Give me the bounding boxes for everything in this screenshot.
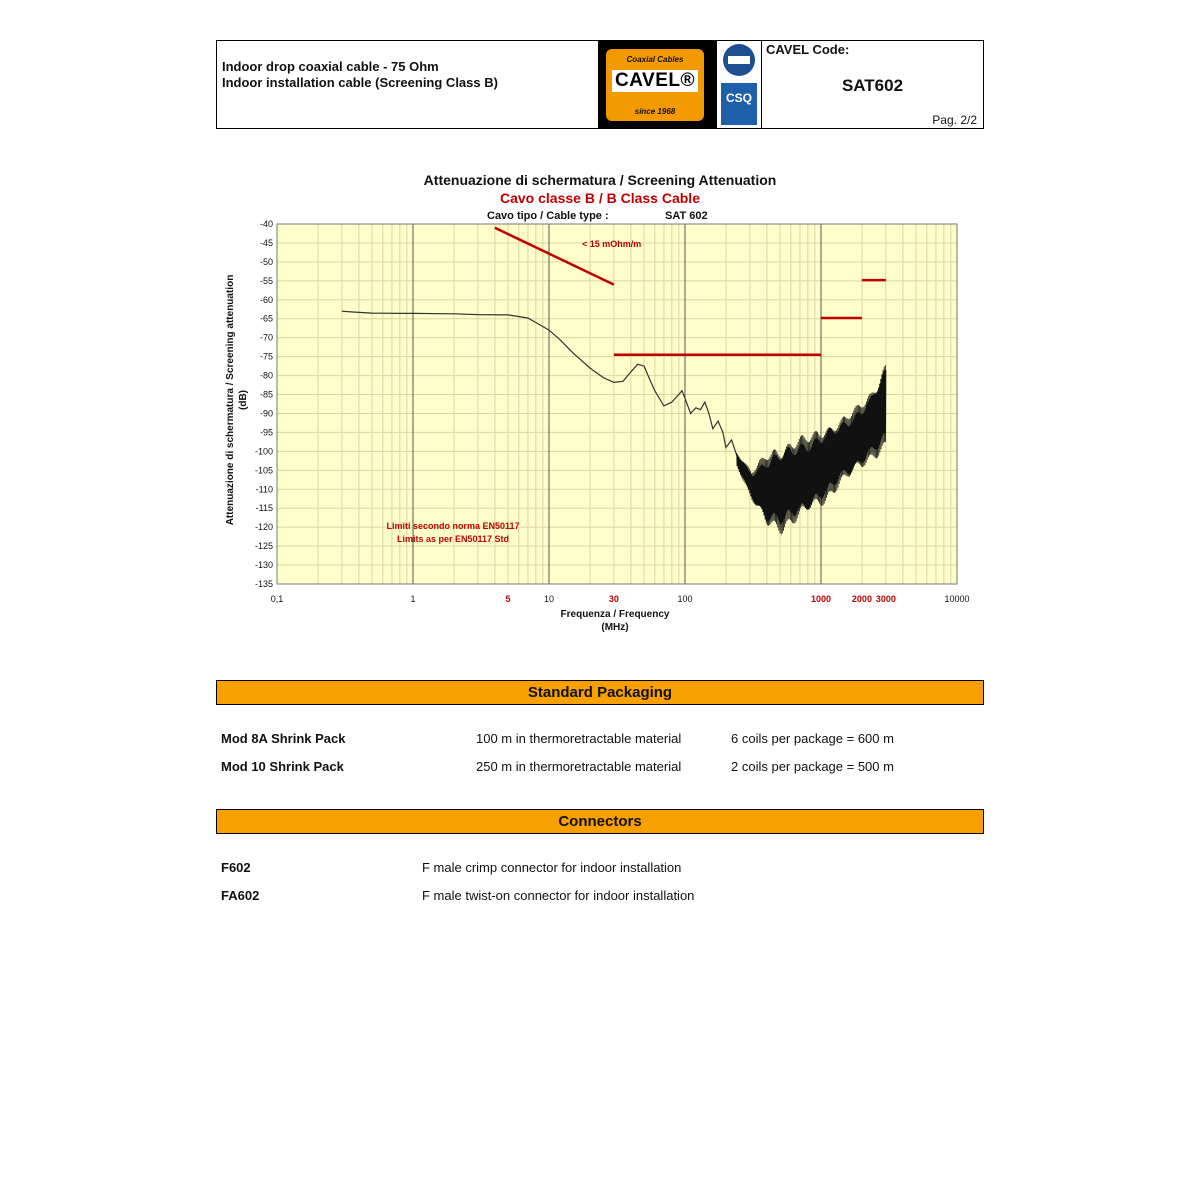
code-label: CAVEL Code:	[766, 42, 850, 57]
csq-badge	[721, 83, 757, 125]
packaging-row	[221, 759, 981, 777]
logo-brand-name: CAVEL®	[612, 70, 698, 92]
x-tick-label: 5	[505, 594, 511, 604]
connector-code: FA602	[221, 888, 260, 903]
connectors-section-header: Connectors	[216, 809, 984, 834]
x-tick-label: 1000	[810, 594, 832, 604]
packaging-model: Mod 8A Shrink Pack	[221, 731, 346, 746]
x-axis-label: Frequenza / Frequency	[560, 609, 670, 620]
y-tick-label: -40	[259, 219, 273, 229]
packaging-coils: 6 coils per package = 600 m	[731, 731, 894, 746]
logo-tagline: Coaxial Cables	[626, 55, 684, 64]
document-header	[216, 40, 984, 129]
page-number: Pag. 2/2	[932, 113, 977, 127]
connector-row	[221, 860, 981, 878]
packaging-section-header: Standard Packaging	[216, 680, 984, 705]
connector-code: F602	[221, 860, 251, 875]
code-value: SAT602	[841, 76, 904, 95]
y-tick-label: -110	[255, 484, 273, 495]
y-tick-label: -65	[259, 313, 273, 324]
csq-badge-label: CSQ	[725, 91, 752, 105]
connector-description: F male crimp connector for indoor installation	[422, 860, 682, 875]
y-axis-unit: (dB)	[238, 390, 249, 410]
y-tick-label: -115	[255, 503, 273, 514]
packaging-model: Mod 10 Shrink Pack	[221, 759, 344, 774]
y-tick-label: -60	[259, 294, 273, 305]
x-tick-label: 1	[410, 594, 416, 604]
product-description	[217, 41, 599, 128]
y-tick-label: -120	[254, 522, 273, 533]
y-tick-label: -50	[259, 256, 273, 267]
packaging-row	[221, 731, 981, 749]
y-tick-label: -90	[259, 408, 273, 419]
chart-title: Attenuazione di schermatura / Screening Attenuation	[423, 172, 777, 188]
limit-label: < 15 mOhm/m	[582, 239, 642, 249]
x-tick-label: 10	[543, 594, 555, 604]
logo-since: since 1968	[634, 107, 676, 116]
certification-seal-icon	[723, 44, 755, 76]
packaging-length: 250 m in thermoretractable material	[476, 759, 682, 774]
product-code-cell	[762, 41, 983, 128]
x-axis-unit: (MHz)	[601, 622, 629, 633]
connector-description: F male twist-on connector for indoor installation	[422, 888, 695, 903]
cavel-logo	[599, 41, 717, 128]
y-tick-label: -55	[259, 275, 273, 286]
certification-marks	[717, 41, 762, 128]
limit-note: Limiti secondo norma EN50117	[386, 521, 520, 531]
y-tick-label: -75	[259, 351, 273, 362]
screening-attenuation-chart	[210, 160, 990, 640]
packaging-coils: 2 coils per package = 500 m	[731, 759, 894, 774]
product-line-1: Indoor drop coaxial cable - 75 Ohm	[222, 59, 439, 74]
plot-background	[277, 224, 957, 584]
y-tick-label: -45	[259, 237, 273, 248]
chart-subtitle: Cavo classe B / B Class Cable	[500, 190, 700, 206]
limit-note: Limits as per EN50117 Std	[396, 534, 510, 544]
x-tick-label: 2000	[851, 594, 872, 604]
x-tick-label: 100	[677, 594, 693, 604]
cable-type-value: SAT 602	[665, 210, 708, 222]
y-tick-label: -135	[254, 579, 273, 589]
y-tick-label: -100	[254, 446, 273, 457]
cable-type-label: Cavo tipo / Cable type :	[487, 210, 609, 222]
x-tick-label: 30	[608, 594, 619, 604]
x-tick-label: 3000	[875, 594, 896, 604]
y-tick-label: -70	[259, 332, 273, 343]
connector-row	[221, 888, 981, 906]
logo-badge	[606, 49, 704, 121]
product-line-2: Indoor installation cable (Screening Class B)	[222, 75, 498, 90]
y-axis-label: Attenuazione di schermatura / Screening attenuation	[225, 274, 236, 526]
y-tick-label: -95	[259, 427, 273, 438]
x-tick-label: 0,1	[270, 594, 284, 604]
y-tick-label: -80	[259, 370, 273, 381]
y-tick-label: -125	[254, 541, 273, 552]
x-tick-label: 10000	[944, 594, 970, 604]
y-tick-label: -85	[259, 389, 273, 400]
y-tick-label: -130	[254, 560, 273, 571]
packaging-length: 100 m in thermoretractable material	[476, 731, 682, 746]
y-tick-label: -105	[254, 465, 273, 476]
